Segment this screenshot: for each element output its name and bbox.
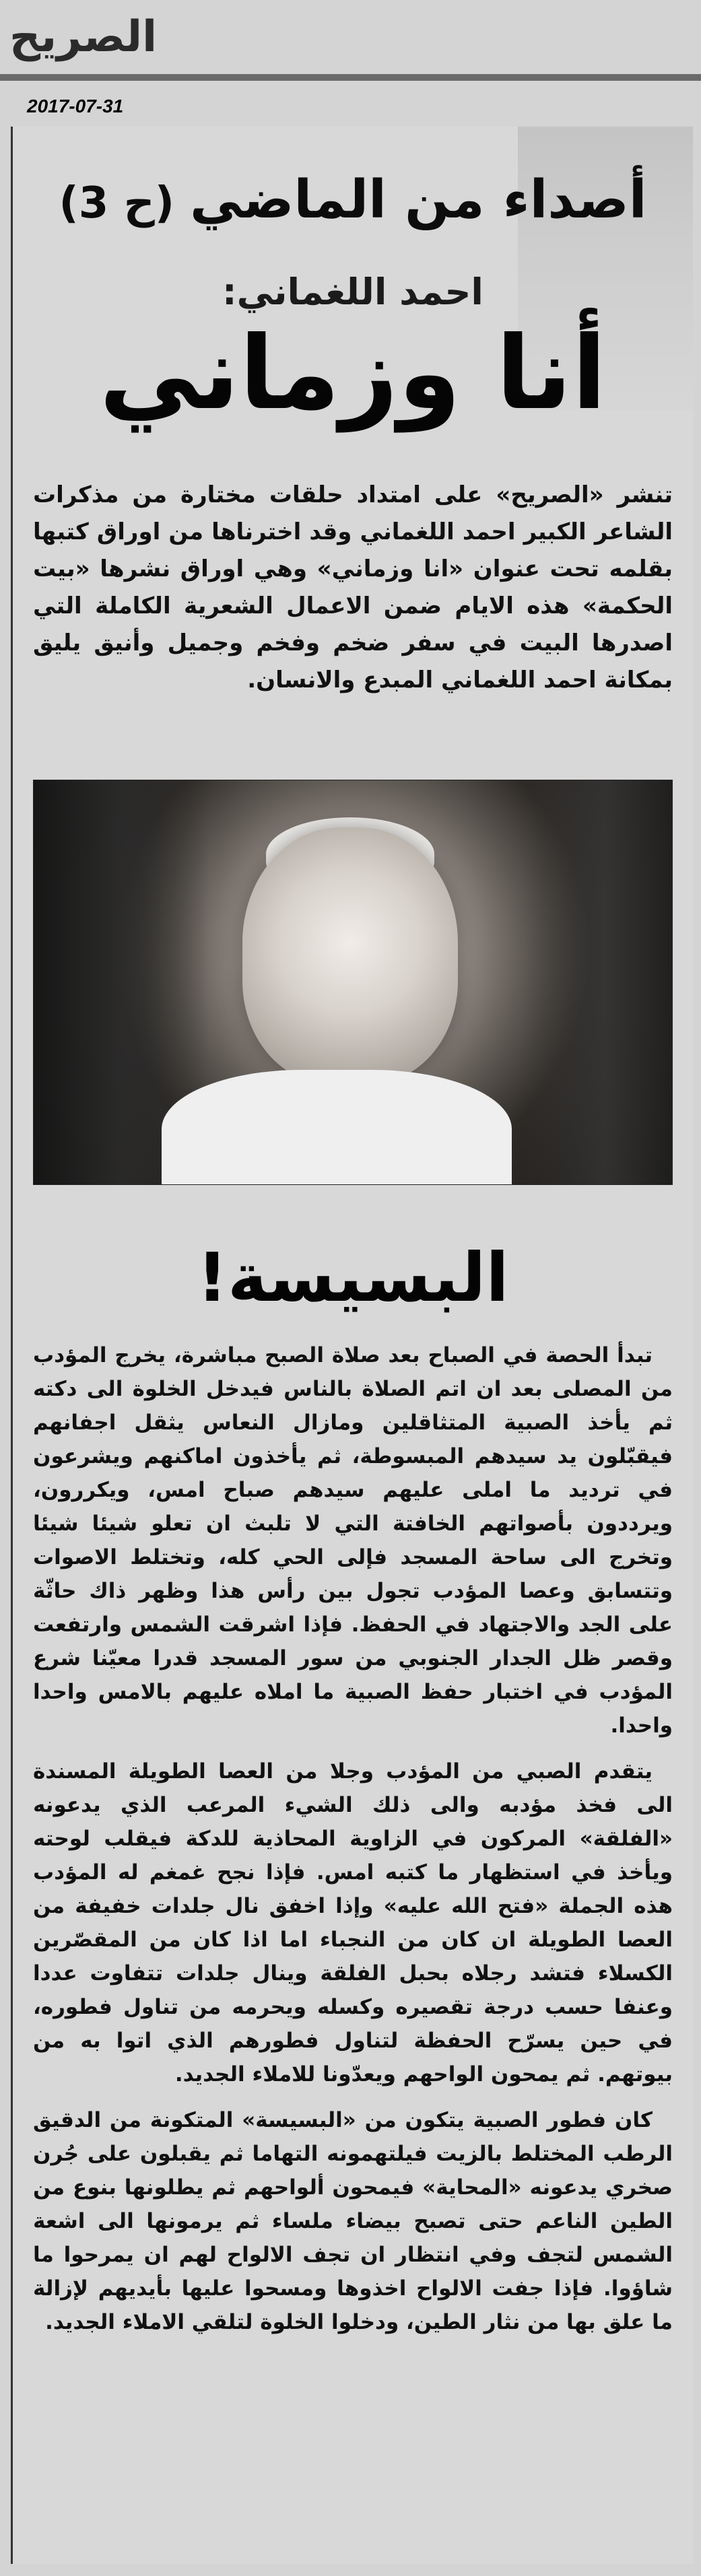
author-line: احمد اللغماني: xyxy=(222,271,483,313)
section-title: البسيسة! xyxy=(197,1238,509,1317)
body-paragraph: يتقدم الصبي من المؤدب وجلا من العصا الطويلة المسندة الى فخذ مؤدبه والى ذلك الشيء المرعب الذي يدعونه «الفلقة» المركون في الزاوية المحاذية للدكة فيقلب لوحته ويأخذ في استظهار ما كتبه امس. فإذا نجح غمغم له المؤدب هذه الجملة «فتح الله عليه» وإذا اخفق نال جلدات خفيفة من العصا الطويلة ان كان من النجباء اما اذا كان من المقصّرين الكسلاء فتشد رجلاه بحبل الفلقة وينال جلدات تتفاوت عددا وعنفا حسب درجة تقصيره وكسله ويحرمه من تناول فطوره، في حين يسرّح الحفظة لتناول فطورهم الذي اتوا به من بيوتهم. ثم يمحون الواحهم ويعدّونا للاملاء الجديد. xyxy=(33,1759,673,2087)
body-paragraph: كان فطور الصبية يتكون من «البسيسة» المتكونة من الدقيق الرطب المختلط بالزيت فيلتهمونه التهاما ثم يقبلون على جُرن صخري يدعونه «المحاية» فيمحون ألواحهم ثم يطلونها بنوع من الطين الناعم حتى تصبح بيضاء ملساء ثم يرمونها الى اشعة الشمس لتجف وفي انتظار ان تجف الالواح لهم ان يمرحوا ما شاؤوا. فإذا جفت الالواح اخذوها ومسحوا عليها بأيديهم لإزالة ما علق بها من نثار الطين، ودخلوا الخلوة لتلقي الاملاء الجديد. xyxy=(33,2108,673,2334)
photo-shadow-right xyxy=(524,780,672,1184)
series-title: أصداء من الماضي xyxy=(190,170,647,230)
article-body xyxy=(33,1338,673,2339)
series-part: (ح 3) xyxy=(59,178,174,228)
shirt-shape xyxy=(162,1070,512,1185)
intro-paragraph: تنشر «الصريح» على امتداد حلقات مختارة من مذكرات الشاعر الكبير احمد اللغماني وقد اخترناها من اوراق كتبها بقلمه تحت عنوان «انا وزماني» وهي اوراق نشرها «بيت الحكمة» هذه الايام ضمن الاعمال الشعرية الكاملة التي اصدرها البيت في سفر ضخم وفخم وجميل وأنيق يليق بمكانة احمد اللغماني المبدع والانسان. xyxy=(33,481,673,693)
publication-date: 2017-07-31 xyxy=(27,96,124,116)
masthead-rule xyxy=(0,74,701,81)
series-heading xyxy=(40,170,666,230)
body-paragraph: تبدأ الحصة في الصباح بعد صلاة الصبح مباشرة، يخرج المؤدب من المصلى بعد ان اتم الصلاة بالناس فيدخل الخلوة الى دكته ثم يأخذ الصبية المتثاقلين ومازال النعاس يثقل اجفانهم فيقبّلون يد سيدهم المبسوطة، ثم يأخذون اماكنهم ويشرعون في ترديد ما املى عليهم سيدهم صباح امس، ويكررون، ويرددون بأصواتهم الخافتة التي لا تلبث ان تعلو شيئا شيئا وتخرج الى ساحة المسجد فإلى الحي كله، وتختلط الاصوات وتتسابق وعصا المؤدب تجول بين رأس هذا وظهر ذاك حاثّة على الجد والاجتهاد في الحفظ. فإذا اشرقت الشمس وارتفعت وقصر ظل الجدار الجنوبي من سور المسجد قدرا معيّنا شرع المؤدب في اختبار حفظ الصبية ما املاه عليهم بالامس واحدا واحدا. xyxy=(33,1343,673,1738)
masthead xyxy=(0,0,701,81)
face-shape xyxy=(242,827,458,1083)
author-photo xyxy=(33,780,673,1185)
newspaper-name: الصريح xyxy=(9,12,157,62)
headline: أنا وزماني xyxy=(99,315,607,432)
article-column xyxy=(11,127,693,2564)
